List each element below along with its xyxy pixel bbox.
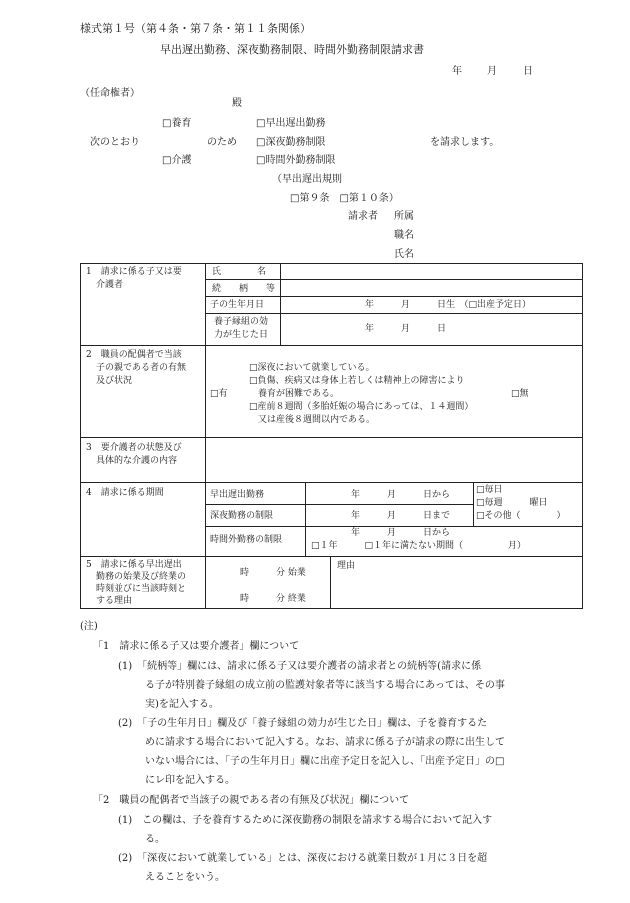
purpose-closing: を請求します。 (430, 137, 500, 148)
page-title: 早出遅出勤務、深夜勤務制限、時間外勤務制限請求書 (160, 43, 424, 56)
section1-label: 1 請求に係る子又は要 (86, 267, 182, 277)
requester-name-label: 氏名 (394, 249, 414, 260)
form-number: 様式第１号（第４条・第７条・第１１条関係） (80, 22, 311, 35)
spouse-maternity-checkbox[interactable]: □産前８週間（多胎妊娠の場合にあっては、１４週間） (249, 402, 474, 412)
notes-heading: (注) (80, 621, 98, 632)
section2-label-3: 及び状況 (96, 376, 133, 386)
note-1-1-line3: 実)を記入する。 (145, 699, 219, 710)
spouse-disability-cont: 養育が困難である。 (249, 389, 340, 399)
reason-label: 理由 (337, 561, 356, 571)
section2-label-1: 2 職員の配偶者で当該 (86, 350, 182, 360)
note-1-2-line2: めに請求する場合において記入する。なお、請求に係る子が請求の際に出生して (145, 737, 505, 748)
spouse-disability-checkbox[interactable]: □負傷、疾病又は身体上若しくは精神上の障害により (249, 376, 465, 386)
overtime-from: 年 月 日から (351, 528, 451, 538)
note-2-heading: 「2 職員の配偶者で当該子の親である者の有無及び状況」欄について (93, 795, 410, 806)
note-2-2-line2: えることをいう。 (145, 872, 225, 883)
spouse-night-work-checkbox[interactable]: □深夜において就業している。 (249, 363, 375, 373)
note-1-heading: 「1 請求に係る子又は要介護者」欄について (93, 641, 300, 652)
adoption-date-value: 年 月 日 (365, 324, 447, 334)
request-night-limit-checkbox[interactable]: □深夜勤務制限 (256, 137, 326, 148)
birthdate-value: 年 月 日生 （□出産予定日） (365, 300, 532, 310)
reason-childcare-checkbox[interactable]: □養育 (162, 118, 192, 129)
section5-label-4: する理由 (96, 596, 133, 606)
section5-label-3: 時刻並びに当該時刻と (96, 584, 187, 594)
spouse-no-checkbox[interactable]: □無 (511, 389, 529, 399)
note-1-2-line1: (2) 「子の生年月日」欄及び「養子縁組の効力が生じた日」欄は、子を養育するた (118, 718, 488, 729)
note-1-1-line2: る子が特別養子縁組の成立前の監護対象者等に該当する場合にあっては、その事 (145, 680, 505, 691)
adoption-label-cont: 力が生じた日 (214, 330, 269, 340)
purpose-intro: 次のとおり (90, 137, 140, 148)
requester-label: 請求者 (348, 211, 378, 222)
night-limit-label: 深夜勤務の制限 (210, 511, 274, 521)
date-year-label: 年 (452, 66, 462, 77)
end-time: 時 分 終業 (240, 594, 306, 604)
date-month-label: 月 (487, 66, 497, 77)
adoption-label: 養子縁組の効 (214, 317, 269, 327)
early-late-work-label: 早出遅出勤務 (210, 490, 265, 500)
note-2-1-line1: (1) この欄は、子を養育するために深夜勤務の制限を請求する場合において記入す (118, 815, 493, 826)
purpose-for-label: のため (207, 137, 237, 148)
honorific: 殿 (232, 98, 242, 109)
affiliation-label: 所属 (394, 211, 414, 222)
article-options-checkbox[interactable]: □第９条 □第１０条） (290, 193, 399, 204)
section5-label-1: 5 請求に係る早出遅出 (86, 560, 182, 570)
other-checkbox[interactable]: □その他（ ） (476, 511, 566, 521)
request-overtime-limit-checkbox[interactable]: □時間外勤務制限 (256, 155, 336, 166)
job-title-label: 職名 (394, 230, 414, 241)
note-2-2-line1: (2) 「深夜において就業している」とは、深夜における就業日数が１月に３日を超 (118, 853, 488, 864)
period-until: 年 月 日まで (351, 511, 451, 521)
appointer-label: （任命権者） (80, 88, 140, 99)
start-time: 時 分 始業 (240, 568, 306, 578)
rule-reference: （早出遅出規則 (272, 174, 342, 185)
reason-nursing-checkbox[interactable]: □介護 (162, 155, 192, 166)
relation-label: 続 柄 等 (212, 284, 276, 294)
date-day-label: 日 (523, 66, 533, 77)
note-1-2-line3: いない場合には、「子の生年月日」欄に出産予定日を記入し、「出産予定日」の□ (145, 756, 505, 767)
birthdate-label: 子の生年月日 (210, 300, 265, 310)
daily-checkbox[interactable]: □毎日 (476, 485, 503, 495)
section2-label-2: 子の親である者の有無 (96, 363, 187, 373)
note-2-1-line2: る。 (145, 834, 165, 845)
overtime-period-checkbox[interactable]: □１年 □１年に満たない期間（ 月） (311, 541, 527, 551)
section5-label-2: 勤務の始業及び終業の (96, 572, 187, 582)
weekly-checkbox[interactable]: □毎週 曜日 (476, 498, 548, 508)
section3-label-2: 具体的な介護の内容 (96, 456, 178, 466)
section4-label: 4 請求に係る期間 (86, 488, 164, 498)
overtime-limit-label: 時間外勤務の制限 (210, 535, 283, 545)
child-name-label: 氏 名 (212, 267, 267, 277)
spouse-maternity-cont: 又は産後８週間以内である。 (249, 415, 376, 425)
note-1-1-line1: (1) 「続柄等」欄には、請求に係る子又は要介護者の請求者との続柄等(請求に係 (118, 661, 482, 672)
request-early-late-checkbox[interactable]: □早出遅出勤務 (256, 118, 326, 129)
section3-label-1: 3 要介護者の状態及び (86, 443, 182, 453)
section1-label-cont: 介護者 (96, 280, 124, 290)
note-1-2-line4: にレ印を記入する。 (145, 775, 235, 786)
spouse-yes-checkbox[interactable]: □有 (210, 389, 228, 399)
period-from: 年 月 日から (351, 490, 451, 500)
